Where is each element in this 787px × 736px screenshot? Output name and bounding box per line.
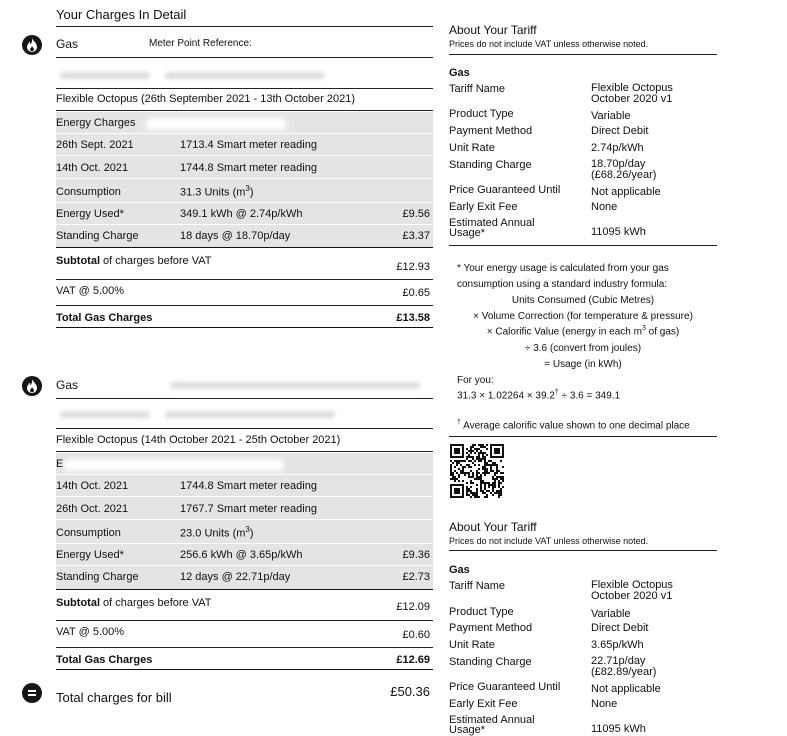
bill-total-amount: £50.36 bbox=[390, 684, 430, 699]
energy-used-value: 256.6 kWh @ 3.65p/kWh bbox=[180, 549, 303, 561]
page-title: Your Charges In Detail bbox=[56, 7, 187, 22]
standing-charge-label: Standing Charge bbox=[449, 159, 532, 171]
total-gas-amount: £13.58 bbox=[396, 312, 430, 324]
redacted-text bbox=[165, 411, 335, 418]
tariff-fuel: Gas bbox=[449, 67, 470, 79]
payment-method-value: Direct Debit bbox=[591, 125, 649, 137]
reading-value: 1744.8 Smart meter reading bbox=[180, 162, 317, 174]
payment-method-value: Direct Debit bbox=[591, 622, 649, 634]
divider bbox=[56, 669, 433, 670]
exit-fee-value: None bbox=[591, 201, 618, 213]
standing-charge-value: 18.70p/day (£68.26/year) bbox=[591, 158, 657, 181]
redacted-text bbox=[60, 411, 150, 418]
divider bbox=[449, 54, 717, 55]
standing-charge-value: 12 days @ 22.71p/day bbox=[180, 571, 291, 583]
energy-used-amount: £9.56 bbox=[402, 208, 430, 220]
tariff-period: Flexible Octopus (26th September 2021 - 13th October 2021) bbox=[56, 93, 356, 105]
formula-calculation: 31.3 × 1.02264 × 39.2† ÷ 3.6 = 349.1 bbox=[457, 389, 621, 402]
row-divider bbox=[56, 519, 433, 520]
exit-fee-label: Early Exit Fee bbox=[449, 201, 518, 213]
divider bbox=[56, 428, 433, 429]
payment-method-label: Payment Method bbox=[449, 125, 533, 137]
formula-step: × Calorific Value (energy in each $m^3$ of gas) bbox=[486, 325, 680, 338]
annual-usage-label: Estimated Annual Usage* bbox=[449, 714, 535, 736]
tariff-name-label: Tariff Name bbox=[449, 580, 506, 592]
annual-usage-label: Estimated Annual Usage* bbox=[449, 217, 535, 239]
redacted-text bbox=[146, 118, 286, 130]
product-type-value: Variable bbox=[591, 110, 631, 122]
subtotal-label: Subtotal of charges before VAT bbox=[56, 255, 212, 267]
redacted-text bbox=[60, 72, 150, 79]
meter-ref-label: Meter Point Reference: bbox=[149, 38, 252, 49]
reading-date: 14th Oct. 2021 bbox=[56, 162, 129, 174]
unit-rate-label: Unit Rate bbox=[449, 639, 495, 651]
formula-step: ÷ 3.6 (convert from joules) bbox=[524, 343, 642, 354]
tariff-heading: About Your Tariff bbox=[449, 23, 537, 37]
gas-label: Gas bbox=[56, 37, 79, 51]
divider bbox=[56, 110, 433, 111]
row-divider bbox=[56, 496, 433, 497]
equals-icon bbox=[22, 683, 42, 703]
tariff-vat-note: Prices do not include VAT unless otherwise noted. bbox=[449, 536, 649, 546]
vat-amount: £0.65 bbox=[402, 287, 430, 299]
unit-rate-label: Unit Rate bbox=[449, 142, 495, 154]
qr-code[interactable] bbox=[450, 444, 504, 498]
product-type-value: Variable bbox=[591, 608, 631, 620]
reading-value: 1713.4 Smart meter reading bbox=[180, 139, 317, 151]
divider bbox=[56, 88, 433, 89]
reading-value: 1767.7 Smart meter reading bbox=[180, 503, 317, 515]
row-divider bbox=[56, 474, 433, 475]
reading-date: 14th Oct. 2021 bbox=[56, 480, 129, 492]
unit-rate-value: 2.74p/kWh bbox=[591, 142, 644, 154]
divider bbox=[56, 26, 433, 27]
formula-step: × Volume Correction (for temperature & pressure) bbox=[473, 311, 693, 322]
row-divider bbox=[56, 202, 433, 203]
formula-step: Units Consumed (Cubic Metres) bbox=[511, 295, 655, 306]
formula-intro: consumption using a standard industry formula: bbox=[457, 279, 668, 290]
consumption-value: 23.0 Units $(m^3)$ bbox=[180, 525, 254, 540]
energy-used-value: 349.1 kWh @ 2.74p/kWh bbox=[180, 208, 303, 220]
divider bbox=[56, 247, 433, 248]
divider bbox=[56, 327, 433, 328]
subtotal-amount: £12.09 bbox=[396, 601, 430, 613]
tariff-name-label: Tariff Name bbox=[449, 83, 506, 95]
tariff-name-value: Flexible Octopus October 2020 v1 bbox=[591, 82, 673, 105]
energy-charges-label: E bbox=[56, 458, 64, 470]
product-type-label: Product Type bbox=[449, 606, 514, 618]
divider bbox=[56, 589, 433, 590]
vat-label: VAT @ 5.00% bbox=[56, 285, 125, 297]
formula-for-you: For you: bbox=[457, 375, 494, 386]
exit-fee-value: None bbox=[591, 698, 618, 710]
row-divider bbox=[56, 565, 433, 566]
price-guarantee-label: Price Guaranteed Until bbox=[449, 681, 561, 693]
standing-charge-label: Standing Charge bbox=[56, 230, 139, 242]
divider bbox=[56, 620, 433, 621]
tariff-name-value: Flexible Octopus October 2020 v1 bbox=[591, 579, 673, 602]
energy-used-amount: £9.36 bbox=[402, 549, 430, 561]
payment-method-label: Payment Method bbox=[449, 622, 533, 634]
price-guarantee-label: Price Guaranteed Until bbox=[449, 184, 561, 196]
divider bbox=[449, 436, 717, 437]
vat-label: VAT @ 5.00% bbox=[56, 626, 125, 638]
subtotal-amount: £12.93 bbox=[396, 261, 430, 273]
consumption-label: Consumption bbox=[56, 527, 121, 539]
redacted-text bbox=[165, 72, 325, 79]
reading-value: 1744.8 Smart meter reading bbox=[180, 480, 317, 492]
formula-step: = Usage (in kWh) bbox=[544, 359, 622, 370]
tariff-fuel: Gas bbox=[449, 564, 470, 576]
row-divider bbox=[56, 224, 433, 225]
standing-charge-label: Standing Charge bbox=[449, 656, 532, 668]
formula-footnote: † Average calorific value shown to one decimal place bbox=[457, 419, 690, 432]
row-divider bbox=[56, 178, 433, 179]
flame-icon bbox=[22, 35, 42, 55]
total-gas-label: Total Gas Charges bbox=[56, 312, 153, 324]
gas-label: Gas bbox=[56, 378, 79, 392]
bill-total-label: Total charges for bill bbox=[56, 690, 172, 705]
price-guarantee-value: Not applicable bbox=[591, 683, 661, 695]
divider bbox=[56, 305, 433, 306]
divider bbox=[56, 647, 433, 648]
flame-icon bbox=[22, 376, 42, 396]
unit-rate-value: 3.65p/kWh bbox=[591, 639, 644, 651]
divider bbox=[56, 57, 433, 58]
consumption-value: 31.3 Units $(m^3)$ bbox=[180, 184, 254, 199]
annual-usage-value: 11095 kWh bbox=[591, 226, 646, 238]
energy-used-label: Energy Used* bbox=[56, 208, 124, 220]
total-gas-amount: £12.69 bbox=[396, 654, 430, 666]
energy-used-label: Energy Used* bbox=[56, 549, 124, 561]
divider bbox=[56, 279, 433, 280]
divider bbox=[56, 398, 433, 399]
divider bbox=[449, 245, 717, 246]
subtotal-label: Subtotal of charges before VAT bbox=[56, 597, 212, 609]
energy-charges-label: Energy Charges bbox=[56, 117, 136, 129]
tariff-vat-note: Prices do not include VAT unless otherwise noted. bbox=[449, 39, 649, 49]
consumption-label: Consumption bbox=[56, 186, 121, 198]
divider bbox=[56, 451, 433, 452]
product-type-label: Product Type bbox=[449, 108, 514, 120]
reading-date: 26th Oct. 2021 bbox=[56, 503, 129, 515]
row-divider bbox=[56, 155, 433, 156]
tariff-period: Flexible Octopus (14th October 2021 - 25th October 2021) bbox=[56, 434, 341, 446]
exit-fee-label: Early Exit Fee bbox=[449, 698, 518, 710]
standing-charge-value: 22.71p/day (£82.89/year) bbox=[591, 655, 657, 678]
formula-intro: * Your energy usage is calculated from your gas bbox=[457, 263, 669, 274]
price-guarantee-value: Not applicable bbox=[591, 186, 661, 198]
row-divider bbox=[56, 133, 433, 134]
reading-date: 26th Sept. 2021 bbox=[56, 139, 134, 151]
standing-charge-amount: £3.37 bbox=[402, 230, 430, 242]
standing-charge-label: Standing Charge bbox=[56, 571, 139, 583]
divider bbox=[449, 550, 717, 551]
annual-usage-value: 11095 kWh bbox=[591, 723, 646, 735]
row-divider bbox=[56, 543, 433, 544]
total-gas-label: Total Gas Charges bbox=[56, 654, 153, 666]
standing-charge-amount: £2.73 bbox=[402, 571, 430, 583]
vat-amount: £0.60 bbox=[402, 629, 430, 641]
tariff-heading: About Your Tariff bbox=[449, 520, 537, 534]
standing-charge-value: 18 days @ 18.70p/day bbox=[180, 230, 291, 242]
redacted-text bbox=[64, 459, 284, 471]
redacted-text bbox=[170, 382, 420, 389]
